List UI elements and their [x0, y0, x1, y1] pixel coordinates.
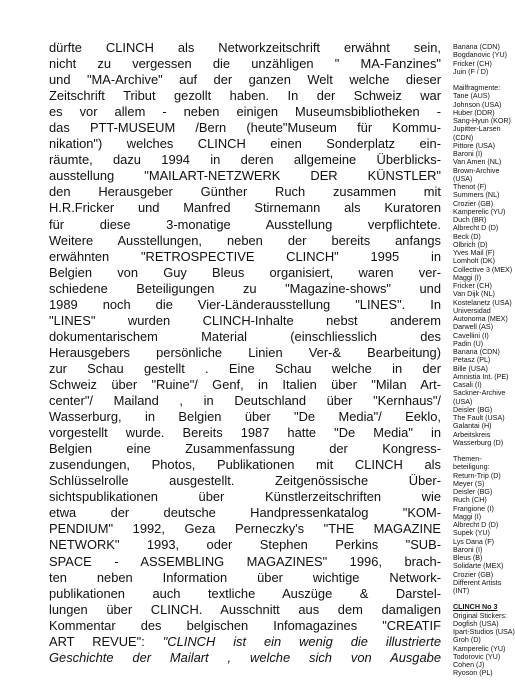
sidebar-entry: Bleus (B)	[453, 554, 483, 562]
text-line: publikationen auch textliche Auszüge & Darstel-	[49, 585, 441, 601]
sidebar-entry: Van Amen (NL)	[453, 158, 502, 167]
text-line: Weitere Ausstellungen, neben der bereits anfangs	[49, 232, 441, 248]
sidebar-entry: Banana (CDN)	[453, 348, 500, 356]
sidebar-entry: Ipart-Studios (USA)	[453, 628, 515, 636]
sidebar-entry: Baroni (I)	[453, 150, 483, 158]
sidebar-entry: Sang-Hyun (KOR)	[453, 117, 511, 125]
sidebar-mailfragmente-list	[453, 84, 513, 447]
sidebar-entry: Solidarte (MEX)	[453, 562, 504, 571]
sidebar-entry: Different Artists	[453, 578, 502, 587]
sidebar-entry: Summers (NL)	[453, 191, 500, 200]
sidebar-entry: Padin (U)	[453, 339, 484, 348]
sidebar-entry: Groh (D)	[453, 636, 481, 645]
sidebar-entry: Crozier (GB)	[453, 570, 494, 579]
sidebar-entry: Meyer (S)	[453, 479, 485, 488]
sidebar-entry: Thenot (F)	[453, 183, 487, 191]
sidebar-entry: Autonoma (MEX)	[453, 315, 508, 323]
sidebar-entry: Cohen (J)	[453, 661, 485, 669]
sidebar-entry: Wasserburg (D)	[453, 438, 504, 447]
text-line: Kommentar des belgischen Infomagazines "CREATIF	[49, 617, 441, 633]
sidebar-entry: Todorovic (YU)	[453, 652, 501, 661]
sidebar-entry: (INT)	[453, 587, 470, 595]
text-line: H.R.Fricker und Manfred Stirnemann als Kuratoren	[49, 200, 441, 216]
text-line: ten neben Information über wichtige Network-	[49, 569, 441, 585]
text-line: schiedene Beteiligungen zu "Magazine-shows" und	[49, 280, 441, 296]
sidebar-entry: Dogfish (USA)	[453, 619, 499, 628]
sidebar-entry: Brown-Archive	[453, 166, 500, 175]
sidebar-entry: (USA)	[453, 397, 473, 406]
sidebar-entry: beteiligung:	[453, 463, 490, 472]
sidebar-entry: Universidad	[453, 306, 491, 315]
sidebar-entry: Tane (AUS)	[453, 92, 490, 101]
text-line: center"/ Mailand , in Deutschland über "Kernhaus"/	[49, 393, 441, 409]
sidebar-themen-list	[453, 455, 504, 595]
sidebar-entry: The Fault (USA)	[453, 414, 505, 422]
text-line: Herausgebers persönliche Linien Ver-& Bearbeitung)	[49, 344, 441, 360]
sidebar-entry: Yves Mail (F)	[453, 249, 495, 257]
sidebar-entry: (CDN)	[453, 133, 474, 142]
main-text-column	[49, 40, 441, 666]
sidebar-entry: Albrecht D (D)	[453, 224, 499, 233]
sidebar-entry: Huber (DDR)	[453, 108, 495, 117]
text-line: "LINES" wurden CLINCH-Inhalte nebst anderem	[49, 312, 441, 328]
sidebar-entry: Banana (CDN)	[453, 43, 500, 51]
sidebar-entry: Kamperelic (YU)	[453, 644, 506, 653]
sidebar-entry: Beck (D)	[453, 232, 481, 241]
quote-segment: "CLINCH ist ein wenig die illustrierte	[162, 633, 441, 649]
text-line: dokumentarischem Material (einschliesslich des	[49, 328, 441, 344]
text-line: SPACE - ASSEMBLING MAGAZINES" 1996, brach-	[49, 553, 441, 569]
sidebar-entry: Ruch (CH)	[453, 496, 487, 505]
sidebar-entry: Sackner-Archive	[453, 389, 506, 398]
sidebar-entry: Bogdanovic (YU)	[453, 51, 507, 60]
text-line: zusendungen, Photos, Publikationen mit CLINCH als	[49, 457, 441, 473]
text-line: Geschichte der Mailart , welche sich von Ausgabe	[49, 649, 441, 665]
sidebar-entry: Bille (USA)	[453, 364, 488, 373]
sidebar-entry: Amnistia Int. (PE)	[453, 372, 509, 381]
sidebar-entry: Fricker (CH)	[453, 59, 492, 68]
sidebar-entry: Duch (BR)	[453, 216, 487, 224]
sidebar-entry: Lys Dana (F)	[453, 537, 495, 546]
text-line: lungen über CLINCH. Ausschnitt aus dem damaligen	[49, 601, 441, 617]
text-line: Schlüsselrolle ausgestellt. Zeitgenössische Über-	[49, 473, 441, 489]
text-line: sichtspublikationen über Künstlerzeitschriften wie	[49, 489, 441, 505]
sidebar-intro-list	[453, 43, 507, 76]
text-line: dürfte CLINCH als Networkzeitschrift erwähnt sein,	[49, 40, 441, 55]
sidebar-entry: Fricker (CH)	[453, 282, 492, 290]
text-segment: ART REVUE":	[49, 633, 163, 649]
sidebar-entry: Cavellini (I)	[453, 331, 489, 340]
sidebar-entry: Olbrich (D)	[453, 240, 488, 249]
sidebar-entry: Juin (F / D)	[453, 67, 489, 76]
sidebar-entry: Jupitter-Larsen	[453, 125, 501, 134]
text-line: räumte, dazu 1994 in deren allgemeine Überblicks-	[49, 152, 441, 168]
text-line: zur Schau gestellt . Eine Schau welche in der	[49, 360, 441, 376]
text-line: PENDIUM" 1992, Geza Perneczky's "THE MAGAZINE	[49, 521, 441, 537]
sidebar-clinch3-list	[453, 611, 515, 678]
sidebar-entry: Themen-	[453, 455, 482, 463]
sidebar-entry: Galantai (H)	[453, 422, 492, 431]
text-line: Zeitschrift Tribut gezollt haben. In der Schweiz war	[49, 88, 441, 104]
text-line: das PTT-MUSEUM /Bern (heute"Museum für Kommu-	[49, 120, 441, 136]
sidebar-entry: Kamperelic (YU)	[453, 207, 506, 216]
sidebar-entry: Crozier (GB)	[453, 199, 494, 208]
text-line: Wasserburg, in Belgien über "De Media"/ Eeklo,	[49, 409, 441, 425]
sidebar-entry: Mailfragmente:	[453, 84, 501, 92]
sidebar-entry: Supek (YU)	[453, 529, 490, 538]
sidebar-credits-column	[453, 43, 515, 678]
text-line: etwa der deutsche Handpressenkatalog "KOM-	[49, 505, 441, 521]
text-line: und "MA-Archive" auf der ganzen Welt welche dieser	[49, 72, 441, 88]
sidebar-entry: Casali (I)	[453, 381, 482, 389]
text-line: nicht zu vergessen die unzähligen " MA-Fanzines"	[49, 56, 441, 72]
sidebar-entry: Deisler (BG)	[453, 405, 493, 414]
text-line: nikation") welches CLINCH einen Sonderplatz ein-	[49, 136, 441, 152]
sidebar-entry: Petasz (PL)	[453, 356, 491, 365]
sidebar-entry: Johnson (USA)	[453, 100, 502, 109]
text-line: NETWORK" 1993, oder Stephen Perkins "SUB-	[49, 537, 441, 553]
sidebar-entry: (USA)	[453, 174, 473, 183]
sidebar-entry: Return-Trip (D)	[453, 471, 501, 480]
text-line: es vor allem - neben einigen Museumsbibliotheken -	[49, 104, 441, 120]
sidebar-clinch3-heading: CLINCH No 3	[453, 603, 498, 612]
text-line: ausstellung "MAILART-NETZWERK DER KÜNSTLER"	[49, 168, 441, 184]
text-line: Schweiz über "Ruine"/ Genf, in Italien über "Milan Art-	[49, 376, 441, 392]
text-line: den Herausgeber Günther Ruch zusammen mit	[49, 184, 441, 200]
sidebar-entry: Baroni (I)	[453, 545, 483, 554]
sidebar-entry: Maggi (I)	[453, 512, 482, 521]
sidebar-entry: Kostelanetz (USA)	[453, 298, 512, 307]
sidebar-entry: Van Dijk (NL)	[453, 290, 495, 299]
text-line: Belgien eine Zusammenfassung der Kongress-	[49, 441, 441, 457]
sidebar-entry: Albrecht D (D)	[453, 521, 499, 529]
sidebar-entry: Frangione (I)	[453, 504, 494, 513]
sidebar-entry: Pittore (USA)	[453, 141, 496, 150]
sidebar-entry: Collective 3 (MEX)	[453, 265, 513, 274]
sidebar-entry: Ryoson (PL)	[453, 669, 493, 678]
text-line: Belgien von Guy Bleus organisiert, waren ver-	[49, 264, 441, 280]
text-line: erwähnten "RETROSPECTIVE CLINCH" 1995 in	[49, 248, 441, 264]
sidebar-entry: Darwell (AS)	[453, 323, 494, 332]
sidebar-entry: Maggi (I)	[453, 273, 482, 282]
text-line: für diese 3-monatige Ausstellung verpflichtete.	[49, 216, 441, 232]
text-line: vorgestellt wurde. Bereits 1987 hatte "De Media" in	[49, 425, 441, 441]
sidebar-entry: Original Stickers:	[453, 611, 507, 620]
text-line: 1989 noch die Vier-Länderausstellung "LINES". In	[49, 296, 441, 312]
sidebar-entry: Lomholt (DK)	[453, 257, 496, 266]
sidebar-entry: Arbeitskreis	[453, 430, 491, 439]
text-line	[49, 634, 441, 650]
sidebar-entry: Deisler (BG)	[453, 488, 493, 496]
